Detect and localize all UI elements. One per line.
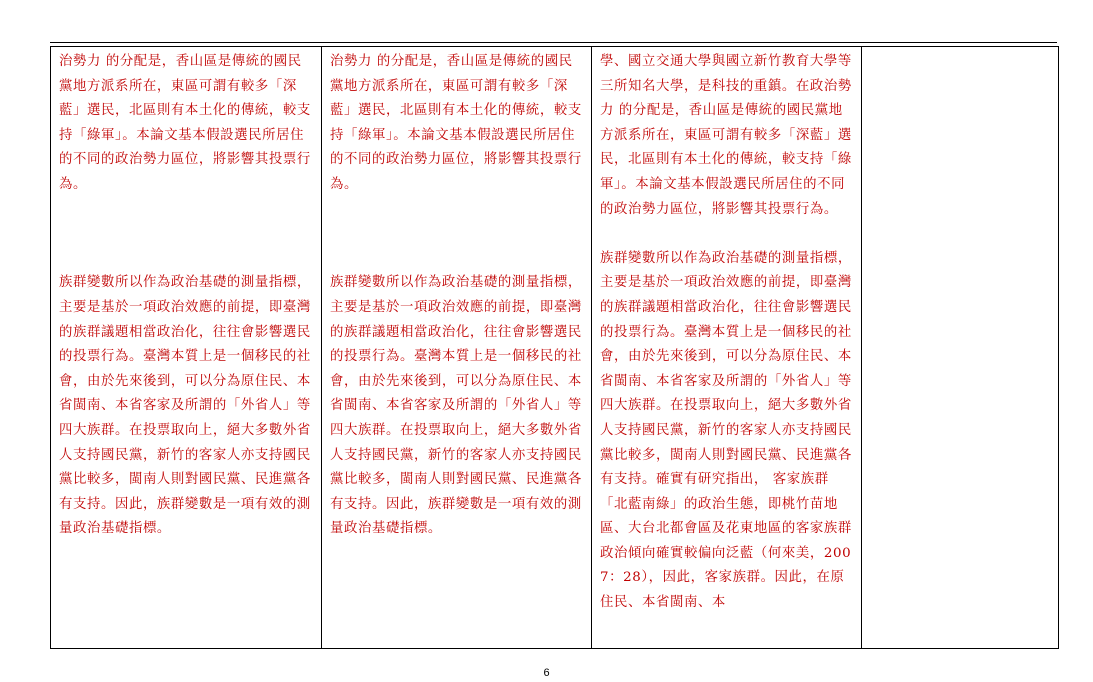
paragraph-ethnic-variable: 族群變數所以作為政治基礎的測量指標，主要是基於一項政治效應的前提，即臺灣的族群議題相當政治化，往往會影響選民的投票行為。臺灣本質上是一個移民的社會，由於先來後到，可以分為原住民、本省閩南、本省客家及所謂的「外省人」等四大族群。在投票取向上，絕大多數外省人支持國民黨，新竹的客家人亦支持國民黨比較多，閩南人則對國民黨、民進黨各有支持。確實有研究指出， 客家族群「北藍南綠」的政治生態，即桃竹苗地區、大台北都會區及花東地區的客家族群政治傾向確實較偏向泛藍（何來美，2007：28），因此，客家族群。因此，在原住民、本省閩南、本 — [600, 250, 852, 611]
paragraph-ethnic-variable: 族群變數所以作為政治基礎的測量指標，主要是基於一項政治效應的前提，即臺灣的族群議題相當政治化，往往會影響選民的投票行為。臺灣本質上是一個移民的社會，由於先來後到，可以分為原住民、本省閩南、本省客家及所謂的「外省人」等四大族群。在投票取向上，絕大多數外省人支持國民黨，新竹的客家人亦支持國民黨比較多，閩南人則對國民黨、民進黨各有支持。因此，族群變數是一項有效的測量政治基礎指標。 — [59, 275, 311, 537]
paragraph-political-district: 治勢力 的分配是，香山區是傳統的國民黨地方派系所在，東區可謂有較多「深藍」選民，北區則有本土化的傳統，較支持「綠軍」。本論文基本假設選民所居住 的不同的政治勢力區位，將影響其投票行為。 — [59, 54, 311, 192]
paragraph-political-district: 學、國立交通大學與國立新竹教育大學等三所知名大學，是科技的重鎮。在政治勢力 的分配是，香山區是傳統的國民黨地方派系所在，東區可謂有較多「深藍」選民，北區則有本土化的傳統，較支持「綠軍」。本論文基本假設選民所居住的不同的政治勢力區位，將影響其投票行為。 — [600, 54, 852, 217]
table-cell-col3 — [592, 47, 862, 649]
page-number: 6 — [543, 667, 550, 679]
top-border-rule — [50, 42, 1057, 43]
paragraph-ethnic-variable: 族群變數所以作為政治基礎的測量指標，主要是基於一項政治效應的前提，即臺灣的族群議題相當政治化，往往會影響選民的投票行為。臺灣本質上是一個移民的社會，由於先來後到，可以分為原住民、本省閩南、本省客家及所謂的「外省人」等四大族群。在投票取向上，絕大多數外省人支持國民黨，新竹的客家人亦支持國民黨比較多，閩南人則對國民黨、民進黨各有支持。因此，族群變數是一項有效的測量政治基礎指標。 — [330, 275, 582, 537]
table-cell-col2 — [322, 47, 592, 649]
comparison-table — [50, 46, 1059, 649]
table-cell-col1 — [51, 47, 322, 649]
paragraph-political-district: 治勢力 的分配是，香山區是傳統的國民黨地方派系所在，東區可謂有較多「深藍」選民，北區則有本土化的傳統，較支持「綠軍」。本論文基本假設選民所居住的不同的政治勢力區位，將影響其投票行為。 — [330, 54, 582, 192]
table-cell-col4-empty — [862, 47, 1059, 649]
table-row — [51, 47, 1059, 649]
paragraph-gap — [330, 198, 585, 272]
paragraph-gap — [59, 198, 315, 272]
